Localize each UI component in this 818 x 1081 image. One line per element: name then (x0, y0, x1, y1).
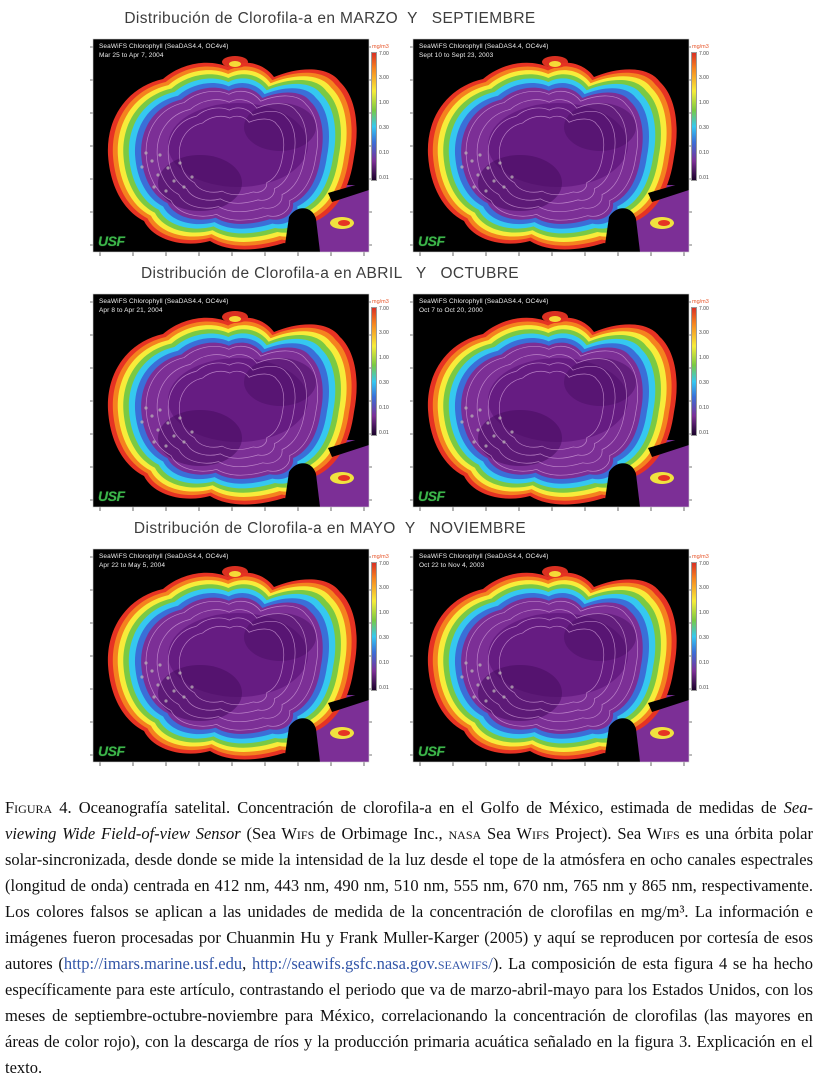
map-product-label: SeaWiFS Chlorophyll (SeaDAS4.4, OC4v4) (419, 553, 549, 560)
caption-link[interactable]: http://imars.marine.usf.edu (63, 954, 243, 973)
colorbar-tick: 1.00 (379, 355, 389, 362)
map-panel (88, 35, 399, 263)
colorbar-tick: 0.30 (699, 380, 709, 387)
map-panel (88, 290, 399, 518)
usf-logo: USF (418, 233, 445, 249)
colorbar-gradient (371, 307, 377, 437)
caption-text: es una órbita polar solar-sincronizada, desde donde se mide la intensidad de la luz desde el tope de la atmósfera en ocho canales espectrales (longitud de onda) centrada en 412 nm, 443 nm, 490 nm, 510 nm, 555 nm, 670 nm, 765 nm y 865 nm, respectivamente. Los colores falsos se aplican a las unidades de medida de la concentración de clorofilas en mg/m³. La información e imágenes fueron procesadas por Chuanmin Hu y Frank Muller-Karger (2005) y aquí se reproducen por cortesía de esos autores ( (5, 824, 813, 973)
map-date-range: Oct 22 to Nov 4, 2003 (419, 562, 485, 570)
map-date-range: Apr 8 to Apr 21, 2004 (99, 307, 163, 315)
usf-logo: USF (418, 488, 445, 504)
colorbar-tick: 0.01 (379, 684, 389, 691)
map-date-range: Mar 25 to Apr 7, 2004 (99, 52, 164, 60)
figure-row-abril-octubre (0, 263, 818, 518)
colorbar-tick: 0.30 (379, 635, 389, 642)
caption-text: ifs (662, 824, 680, 843)
map-header (419, 42, 549, 61)
colorbar-ticks (379, 52, 389, 182)
colorbar (371, 555, 397, 691)
map-header (99, 297, 229, 316)
colorbar-ticks (699, 52, 709, 182)
colorbar (371, 45, 397, 181)
map-date-range: Apr 22 to May 5, 2004 (99, 562, 166, 570)
colorbar-tick: 0.10 (379, 150, 389, 157)
colorbar-unit-label: mg/m3 (692, 44, 709, 50)
map-panel (408, 35, 719, 263)
maps-row (88, 35, 818, 263)
colorbar-tick: 0.01 (379, 174, 389, 181)
usf-logo: USF (98, 233, 125, 249)
colorbar-tick: 7.00 (379, 50, 389, 57)
map-date-range: Sept 10 to Sept 23, 2003 (419, 52, 494, 60)
usf-logo: USF (98, 488, 125, 504)
colorbar-gradient (371, 562, 377, 692)
colorbar (691, 45, 717, 181)
colorbar-gradient (691, 562, 697, 692)
colorbar-tick: 0.30 (699, 635, 709, 642)
colorbar-tick: 0.10 (379, 660, 389, 667)
colorbar-tick: 7.00 (699, 560, 709, 567)
map-product-label: SeaWiFS Chlorophyll (SeaDAS4.4, OC4v4) (419, 43, 549, 50)
caption-text: de Orbimage Inc., (314, 824, 449, 843)
colorbar-tick: 7.00 (379, 560, 389, 567)
colorbar-tick: 0.10 (699, 660, 709, 667)
colorbar-gradient (691, 52, 697, 182)
colorbar-tick: 0.01 (699, 684, 709, 691)
colorbar-tick: 0.10 (379, 405, 389, 412)
map-product-label: SeaWiFS Chlorophyll (SeaDAS4.4, OC4v4) (99, 43, 229, 50)
map-header (419, 297, 549, 316)
colorbar-tick: 3.00 (379, 330, 389, 337)
colorbar-tick: 7.00 (699, 305, 709, 312)
map-header (419, 552, 549, 571)
colorbar-tick: 0.01 (699, 429, 709, 436)
colorbar-tick: 0.30 (379, 125, 389, 132)
gulf-chlorophyll-map-image (88, 290, 399, 518)
usf-logo: USF (98, 743, 125, 759)
colorbar (691, 555, 717, 691)
colorbar-ticks (379, 307, 389, 437)
map-panel (408, 545, 719, 773)
gulf-chlorophyll-map-image (408, 545, 719, 773)
colorbar-tick: 1.00 (699, 355, 709, 362)
caption-link[interactable]: / (488, 954, 493, 973)
colorbar-tick: 1.00 (699, 610, 709, 617)
caption-text: Sea-viewing Wide Field-of-view Sensor (5, 798, 813, 843)
gulf-chlorophyll-map-image (408, 35, 719, 263)
caption-text: (Sea W (240, 824, 297, 843)
colorbar-tick: 0.01 (699, 174, 709, 181)
colorbar-ticks (379, 562, 389, 692)
colorbar-tick: 1.00 (699, 100, 709, 107)
map-product-label: SeaWiFS Chlorophyll (SeaDAS4.4, OC4v4) (99, 553, 229, 560)
maps-row (88, 290, 818, 518)
colorbar-tick: 1.00 (379, 610, 389, 617)
row-title: Distribución de Clorofila-a en MARZO Y SEPTIEMBRE (124, 10, 536, 27)
colorbar-unit-label: mg/m3 (372, 554, 389, 560)
row-title: Distribución de Clorofila-a en ABRIL Y OCTUBRE (140, 265, 520, 282)
caption-text: Project). Sea W (549, 824, 663, 843)
gulf-chlorophyll-map-image (408, 290, 719, 518)
colorbar-tick: 3.00 (699, 75, 709, 82)
gulf-chlorophyll-map-image (88, 545, 399, 773)
colorbar-unit-label: mg/m3 (692, 554, 709, 560)
colorbar-tick: 1.00 (379, 100, 389, 107)
usf-logo: USF (418, 743, 445, 759)
colorbar-ticks (699, 562, 709, 692)
colorbar-tick: 3.00 (699, 330, 709, 337)
colorbar-tick: 0.30 (699, 125, 709, 132)
map-header (99, 42, 229, 61)
figure-row-marzo-septiembre (0, 8, 818, 263)
caption-link[interactable]: seawifs (437, 954, 489, 973)
caption-text: Oceanografía satelital. Concentración de clorofila-a en el Golfo de México, estimada de medidas de (71, 798, 784, 817)
colorbar-ticks (699, 307, 709, 437)
gulf-chlorophyll-map-image (88, 35, 399, 263)
map-product-label: SeaWiFS Chlorophyll (SeaDAS4.4, OC4v4) (419, 298, 549, 305)
map-panel (408, 290, 719, 518)
caption-text: , (242, 954, 252, 973)
colorbar-gradient (371, 52, 377, 182)
colorbar-tick: 7.00 (379, 305, 389, 312)
caption-text: nasa (448, 824, 482, 843)
colorbar (691, 300, 717, 436)
colorbar-unit-label: mg/m3 (692, 299, 709, 305)
colorbar-tick: 7.00 (699, 50, 709, 57)
caption-text: ifs (531, 824, 550, 843)
colorbar-tick: 0.10 (699, 405, 709, 412)
caption-link[interactable]: http://seawifs.gsfc.nasa.gov. (251, 954, 438, 973)
colorbar-gradient (691, 307, 697, 437)
map-product-label: SeaWiFS Chlorophyll (SeaDAS4.4, OC4v4) (99, 298, 229, 305)
caption-text: ). La composición de esta figura 4 se ha hecho específicamente para este artículo, contrastando el periodo que va de marzo-abril-mayo para los Estados Unidos, con los meses de septiembre-octubre-noviembre para México, correlacionando la concentración de clorofilas (las mayores en áreas de color rojo), con la descarga de ríos y la producción primaria acuática señalado en la figura 3. Explicación en el texto. (5, 954, 813, 1077)
caption-text: Sea W (481, 824, 532, 843)
colorbar-tick: 0.30 (379, 380, 389, 387)
caption-text: ifs (296, 824, 315, 843)
colorbar (371, 300, 397, 436)
row-title: Distribución de Clorofila-a en MAYO Y NOVIEMBRE (133, 520, 527, 537)
colorbar-tick: 3.00 (699, 585, 709, 592)
colorbar-unit-label: mg/m3 (372, 299, 389, 305)
map-header (99, 552, 229, 571)
colorbar-tick: 3.00 (379, 75, 389, 82)
colorbar-unit-label: mg/m3 (372, 44, 389, 50)
colorbar-tick: 0.10 (699, 150, 709, 157)
figure-row-mayo-noviembre (0, 518, 818, 773)
map-panel (88, 545, 399, 773)
colorbar-tick: 3.00 (379, 585, 389, 592)
caption-text: Figura 4. (5, 798, 72, 817)
colorbar-tick: 0.01 (379, 429, 389, 436)
figure-caption (5, 795, 813, 1081)
maps-row (88, 545, 818, 773)
map-date-range: Oct 7 to Oct 20, 2000 (419, 307, 483, 315)
